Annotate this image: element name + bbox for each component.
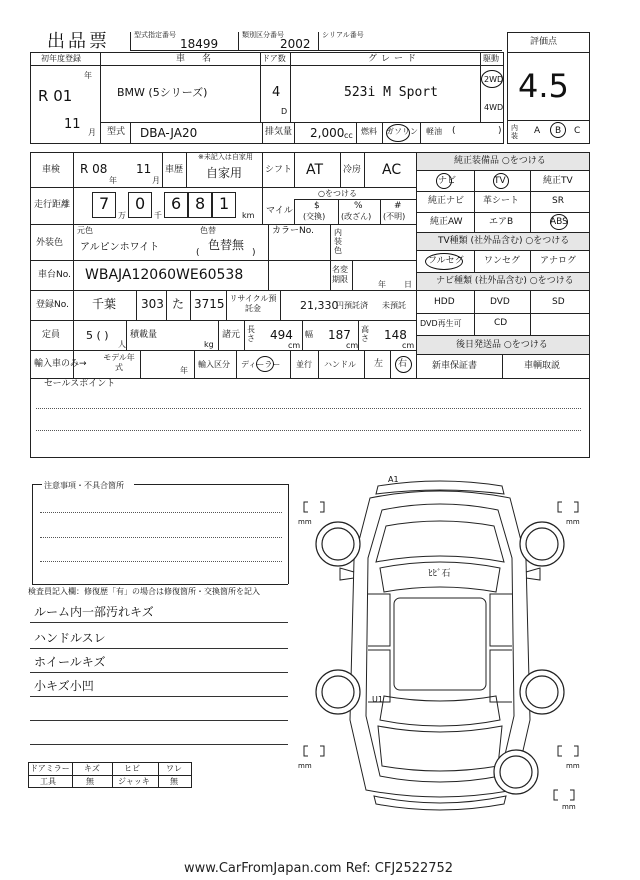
legend-value-2: 無 bbox=[86, 777, 94, 786]
shift-label: シフト bbox=[265, 165, 293, 175]
mile-hint: ○をつける bbox=[318, 189, 357, 198]
height-value: 148 bbox=[384, 328, 407, 342]
later-header: 後日発送品 ○をつける bbox=[456, 340, 548, 350]
equip-genuine-tv: 純正TV bbox=[543, 176, 573, 186]
model-number: 18499 bbox=[180, 37, 219, 51]
car-damage-diagram bbox=[290, 470, 600, 820]
width-cm: cm bbox=[346, 341, 359, 350]
damage-crack: ﾋﾋﾞ石 bbox=[428, 569, 451, 579]
mile-label: マイル bbox=[266, 206, 293, 216]
name-change-label: 名変期限 bbox=[332, 265, 348, 284]
not-deposited: 未預託 bbox=[382, 301, 406, 310]
handle-right: 右 bbox=[398, 359, 408, 369]
color-change-paren-close: ) bbox=[252, 248, 256, 258]
model-year-label: モデル年式 bbox=[103, 353, 135, 372]
doors-label: ドア数 bbox=[262, 54, 286, 63]
height-cm: cm bbox=[402, 341, 415, 350]
capacity-value: 5 ( ) bbox=[86, 329, 109, 342]
genuine-header: 純正装備品 ○をつける bbox=[454, 156, 546, 166]
tv-analog: アナログ bbox=[540, 256, 577, 266]
shift-value: AT bbox=[306, 162, 324, 178]
mile-dollar: $ bbox=[314, 201, 320, 211]
class-number: 2002 bbox=[280, 37, 311, 51]
name-change-year: 年 bbox=[378, 280, 386, 289]
cc-unit: cc bbox=[344, 131, 353, 140]
registration-kana: た bbox=[172, 297, 185, 311]
ac-label: 冷房 bbox=[343, 165, 362, 175]
drive-2wd-circle bbox=[481, 70, 503, 88]
equip-tv: TV bbox=[494, 176, 506, 186]
vin-value: WBAJA12060WE60538 bbox=[85, 267, 244, 283]
fuel-gasoline-circle bbox=[386, 124, 410, 142]
mm-front-right: mm bbox=[566, 518, 580, 526]
mile-hash: # bbox=[394, 201, 402, 211]
color-change-value: 色替無 bbox=[208, 238, 245, 252]
interior-c: C bbox=[574, 126, 581, 136]
drive-4wd: 4WD bbox=[484, 103, 504, 112]
fuel-gasoline: ガソリン bbox=[386, 127, 418, 136]
ac-value: AC bbox=[382, 162, 402, 178]
navi-cd: CD bbox=[494, 318, 508, 328]
car-name: BMW (5シリーズ) bbox=[117, 86, 208, 99]
inspection-era: R 08 bbox=[80, 162, 108, 176]
legend-header-2: キズ bbox=[84, 764, 100, 773]
mile-percent: % bbox=[354, 201, 363, 211]
legend-header-3: ヒビ bbox=[124, 764, 140, 773]
interior-color-label: 内装色 bbox=[334, 228, 342, 255]
width-value: 187 bbox=[328, 328, 351, 342]
equip-abs: ABS bbox=[550, 217, 568, 227]
later-warranty: 新車保証書 bbox=[432, 361, 478, 371]
mileage-digit-3: 6 bbox=[171, 194, 182, 213]
equip-abs-circle bbox=[550, 214, 568, 230]
exterior-color-label: 外装色 bbox=[36, 238, 64, 248]
model-number-label: 型式指定番号 bbox=[134, 31, 176, 39]
capacity-person: 人 bbox=[118, 340, 126, 349]
inspector-note-2: ハンドルスレ bbox=[34, 631, 106, 645]
equip-leather: 革シート bbox=[483, 196, 520, 206]
legend-header-1: ドアミラー bbox=[30, 764, 70, 773]
mm-front-left: mm bbox=[298, 518, 312, 526]
inspector-note-4: 小キズ小凹 bbox=[34, 679, 94, 693]
tv-oneseg: ワンセグ bbox=[484, 256, 521, 266]
first-registration-era: R 01 bbox=[38, 87, 73, 105]
damage-a1: A1 bbox=[388, 475, 399, 484]
inspection-month: 11 bbox=[136, 162, 152, 176]
score-label: 評価点 bbox=[530, 37, 558, 47]
size-label: 諸元 bbox=[222, 330, 241, 340]
form-title: 出品票 bbox=[47, 31, 110, 52]
capacity-label: 定員 bbox=[42, 330, 61, 340]
fuel-label: 燃料 bbox=[361, 127, 377, 136]
length-label: 長さ bbox=[247, 325, 255, 343]
interior-b: B bbox=[555, 126, 562, 136]
drive-2wd: 2WD bbox=[484, 75, 504, 84]
mileage-digit-4: 8 bbox=[195, 194, 206, 213]
first-registration-label: 初年度登録 bbox=[41, 54, 81, 63]
inspection-month-mark: 月 bbox=[152, 176, 160, 185]
paren-close: ) bbox=[498, 126, 502, 136]
legend-value-4: 無 bbox=[170, 777, 178, 786]
first-registration-month-mark: 月 bbox=[88, 128, 96, 137]
navi-dvd: DVD bbox=[490, 297, 510, 307]
tv-type-header: TV種類 (社外品含む) ○をつける bbox=[438, 236, 570, 246]
dealer-option: ディーラー bbox=[241, 360, 281, 369]
handle-label: ハンドル bbox=[324, 360, 356, 369]
equip-genuine-aw: 純正AW bbox=[430, 217, 463, 227]
exterior-color-value: アルピンホワイト bbox=[80, 242, 160, 253]
parallel-option: 並行 bbox=[296, 360, 312, 369]
height-label: 高さ bbox=[361, 325, 369, 343]
diesel-label: 軽油 bbox=[426, 127, 442, 136]
interior-score-label: 内装 bbox=[511, 124, 518, 140]
inspector-note-1: ルーム内一部汚れキズ bbox=[34, 605, 154, 619]
sales-point-label: セールスポイント bbox=[44, 379, 116, 389]
interior-a: A bbox=[534, 126, 541, 136]
width-label: 幅 bbox=[305, 330, 313, 339]
mm-spare: mm bbox=[562, 803, 576, 811]
model-year-mark: 年 bbox=[180, 366, 188, 375]
navi-type-header: ナビ種類 (社外品含む) ○をつける bbox=[436, 276, 574, 286]
mileage-digit-2: 0 bbox=[135, 194, 146, 213]
equip-genuine-navi: 純正ナビ bbox=[428, 196, 465, 206]
recycle-value: 21,330 bbox=[300, 299, 339, 312]
registration-area: 千葉 bbox=[92, 297, 117, 311]
equip-navi: ナビ bbox=[438, 176, 457, 186]
load-label: 積載量 bbox=[130, 330, 158, 340]
equip-tv-circle bbox=[493, 173, 509, 189]
displacement-value: 2,000 bbox=[310, 126, 345, 140]
class-number-label: 類別区分番号 bbox=[242, 31, 284, 39]
history-label: 車歴 bbox=[165, 165, 184, 175]
interior-b-circle bbox=[550, 122, 566, 138]
original-color-label: 元色 bbox=[77, 226, 93, 235]
tv-fullseg-circle bbox=[425, 253, 463, 270]
name-change-day: 日 bbox=[404, 280, 412, 289]
color-code-label: カラーNo. bbox=[272, 226, 314, 236]
color-change-paren-open: ( bbox=[196, 248, 200, 258]
mile-unknown: (不明) bbox=[383, 212, 406, 221]
mileage-km: km bbox=[242, 211, 255, 220]
equip-navi-circle bbox=[436, 173, 452, 189]
type-label: 型式 bbox=[107, 127, 126, 137]
type-value: DBA-JA20 bbox=[140, 126, 198, 140]
grade-value: 523i M Sport bbox=[344, 85, 438, 100]
mileage-man: 万 bbox=[118, 211, 126, 220]
score-value: 4.5 bbox=[518, 67, 569, 105]
mile-exchange: (交換) bbox=[303, 212, 326, 221]
equip-airbag: エアB bbox=[489, 217, 514, 227]
tv-fullseg: フルセグ bbox=[428, 256, 464, 266]
load-kg: kg bbox=[204, 340, 214, 349]
mileage-digit-1: 7 bbox=[99, 194, 110, 213]
legend-value-1: 工具 bbox=[40, 777, 56, 786]
displacement-label: 排気量 bbox=[265, 127, 293, 137]
navi-hdd: HDD bbox=[434, 297, 455, 307]
door-type: D bbox=[281, 107, 288, 116]
mile-tampered: (改ざん) bbox=[341, 212, 372, 221]
first-registration-month: 11 bbox=[64, 117, 81, 132]
length-value: 494 bbox=[270, 328, 293, 342]
legend-value-3: ジャッキ bbox=[118, 777, 150, 786]
dealer-circle bbox=[256, 356, 274, 372]
registration-class: 303 bbox=[141, 297, 164, 311]
paren-open: ( bbox=[452, 126, 456, 136]
mm-rear-right: mm bbox=[566, 762, 580, 770]
mileage-sen: 千 bbox=[154, 211, 162, 220]
serial-number-label: シリアル番号 bbox=[322, 31, 364, 39]
inspector-label: 検査員記入欄：修復歴「有」の場合は修復箇所・交換箇所を記入 bbox=[28, 587, 260, 596]
navi-sd: SD bbox=[552, 297, 565, 307]
inspector-note-3: ホイールキズ bbox=[34, 655, 106, 669]
vin-label: 車台No. bbox=[38, 270, 71, 280]
mileage-label: 走行距離 bbox=[34, 200, 71, 210]
damage-u1: U1 bbox=[372, 695, 383, 704]
drive-label: 駆動 bbox=[483, 54, 499, 63]
inspection-label: 車検 bbox=[42, 165, 61, 175]
handle-right-circle bbox=[395, 356, 412, 373]
import-class-label: 輸入区分 bbox=[198, 360, 230, 369]
handle-left: 左 bbox=[374, 359, 384, 369]
later-manual: 車輌取説 bbox=[524, 361, 561, 371]
recycle-label: リサイクル預託金 bbox=[229, 294, 277, 313]
equip-sr: SR bbox=[552, 196, 564, 206]
registration-label: 登録No. bbox=[36, 300, 69, 310]
color-change-label: 色替 bbox=[200, 226, 216, 235]
grade-label: グレード bbox=[368, 54, 421, 64]
legend-header-4: ワレ bbox=[166, 764, 182, 773]
recycle-unit: 円預託済 bbox=[336, 301, 368, 310]
car-name-label: 車 名 bbox=[176, 54, 216, 64]
inspection-year-mark: 年 bbox=[109, 176, 117, 185]
footer-watermark: www.CarFromJapan.com Ref: CFJ2522752 bbox=[184, 861, 454, 876]
import-label: 輸入車のみ→ bbox=[34, 359, 87, 369]
length-cm: cm bbox=[288, 341, 301, 350]
registration-number: 3715 bbox=[194, 297, 225, 311]
navi-dvd-playable: DVD再生可 bbox=[420, 319, 462, 328]
mm-rear-left: mm bbox=[298, 762, 312, 770]
first-registration-year-mark: 年 bbox=[84, 71, 92, 80]
doors-value: 4 bbox=[272, 85, 281, 100]
history-value: 自家用 bbox=[206, 166, 243, 180]
notes-label: 注意事項・不具合箇所 bbox=[44, 481, 124, 490]
history-note: ※未記入は自家用 bbox=[198, 153, 253, 161]
mileage-digit-5: 1 bbox=[219, 194, 230, 213]
